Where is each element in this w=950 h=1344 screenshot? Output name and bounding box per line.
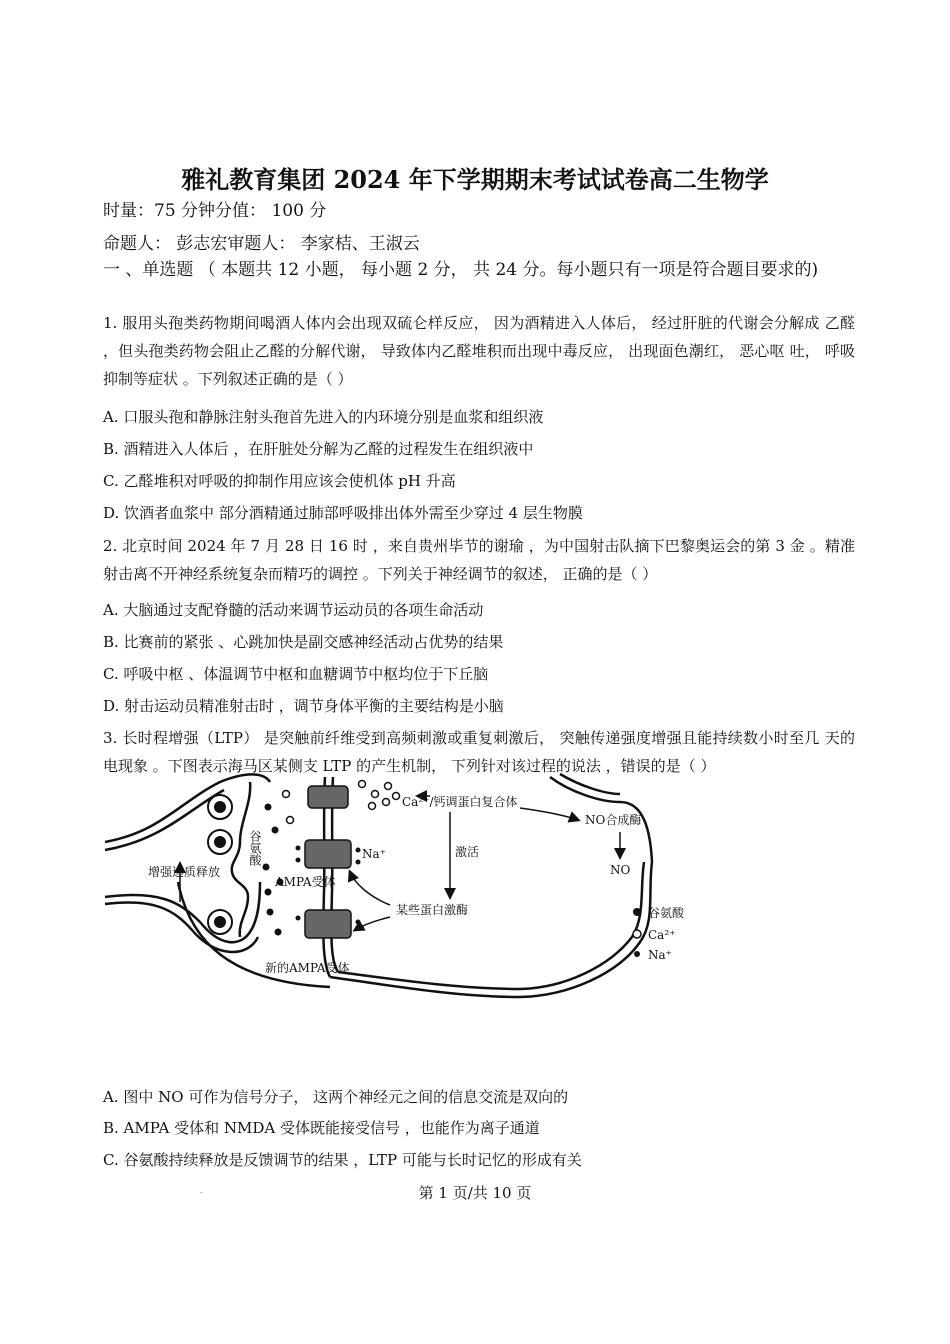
question-1-option-d: D. 饮酒者血浆中 部分酒精通过肺部呼吸排出体外需至少穿过 4 层生物膜 [103,504,583,522]
question-2-option-d: D. 射击运动员精准射击时 ，调节身体平衡的主要结构是小脑 [103,697,504,715]
ltp-mechanism-diagram [100,772,720,1002]
label-ampa-receptor: AMPA受体 [275,875,336,889]
label-new-ampa: 新的AMPA受体 [265,961,350,975]
question-2-option-c: C. 呼吸中枢 、体温调节中枢和血糖调节中枢均位于下丘脑 [103,665,489,683]
footer-mark: - [200,1188,203,1197]
exam-time-score: 时量：75 分钟分值： 100 分 [103,201,327,221]
legend-na: Na⁺ [648,948,672,962]
label-some-kinases: 某些蛋白激酶 [396,903,469,917]
label-na: Na⁺ [362,847,386,861]
question-1-stem: 1. 服用头孢类药物期间喝酒人体内会出现双硫仑样反应， 因为酒精进入人体后， 经过肝脏的代谢会分解成 乙醛 ，但头孢类药物会阻止乙醛的分解代谢， 导致体内乙醛堆积而出现中毒反应， 出现面色潮红， 恶心呕 吐， 呼吸抑制等症状 。下列叙述正确的是（ ） [103,314,855,388]
question-3-option-b: B. AMPA 受体和 NMDA 受体既能接受信号 ，也能作为离子通道 [103,1119,540,1137]
question-2-option-a: A. 大脑通过支配脊髓的活动来调节运动员的各项生命活动 [103,601,484,619]
page-number: 第 1 页/共 10 页 [418,1184,532,1202]
label-ca-calmodulin: Ca²⁺/钙调蛋白复合体 [402,795,518,809]
question-3-option-c: C. 谷氨酸持续释放是反馈调节的结果 ，LTP 可能与长时记忆的形成有关 [103,1151,582,1169]
label-activate: 激活 [455,845,480,859]
page-title: 雅礼教育集团 2024 年下学期期末考试试卷高二生物学 [181,165,769,194]
label-no: NO [610,863,631,877]
question-3-option-a: A. 图中 NO 可作为信号分子， 这两个神经元之间的信息交流是双向的 [103,1088,569,1106]
section-heading: 一 、单选题 （ 本题共 12 小题， 每小题 2 分， 共 24 分。每小题只有一项是符合题目要求的) [103,260,819,280]
label-enhanced-release: 增强递质释放 [148,865,221,879]
legend-glutamate: 谷氨酸 [648,906,685,920]
question-2-stem: 2. 北京时间 2024 年 7 月 28 日 16 时 ，来自贵州毕节的谢瑜 ，为中国射击队摘下巴黎奥运会的第 3 金 。精准 射击离不开神经系统复杂而精巧的调控 。下列关于神经调节的叙述， 正确的是（ ） [103,537,855,583]
exam-authors: 命题人： 彭志宏审题人： 李家桔、王淑云 [103,234,420,254]
label-no-synthase: NO合成酶 [585,813,642,827]
question-1-option-a: A. 口服头孢和静脉注射头孢首先进入的内环境分别是血浆和组织液 [103,408,544,426]
question-3-stem: 3. 长时程增强（LTP） 是突触前纤维受到高频刺激或重复刺激后， 突触传递强度增强且能持续数小时至几 天的电现象 。下图表示海马区某侧支 LTP 的产生机制， 下列针对该过程的说法 ，错误的是（ ） [103,729,855,775]
legend-ca: Ca²⁺ [648,928,676,942]
question-2-option-b: B. 比赛前的紧张 、心跳加快是副交感神经活动占优势的结果 [103,633,504,651]
question-1-option-b: B. 酒精进入人体后 ，在肝脏处分解为乙醛的过程发生在组织液中 [103,440,534,458]
question-1-option-c: C. 乙醛堆积对呼吸的抑制作用应该会使机体 pH 升高 [103,472,456,490]
label-glutamate: 谷氨酸 [248,830,262,866]
